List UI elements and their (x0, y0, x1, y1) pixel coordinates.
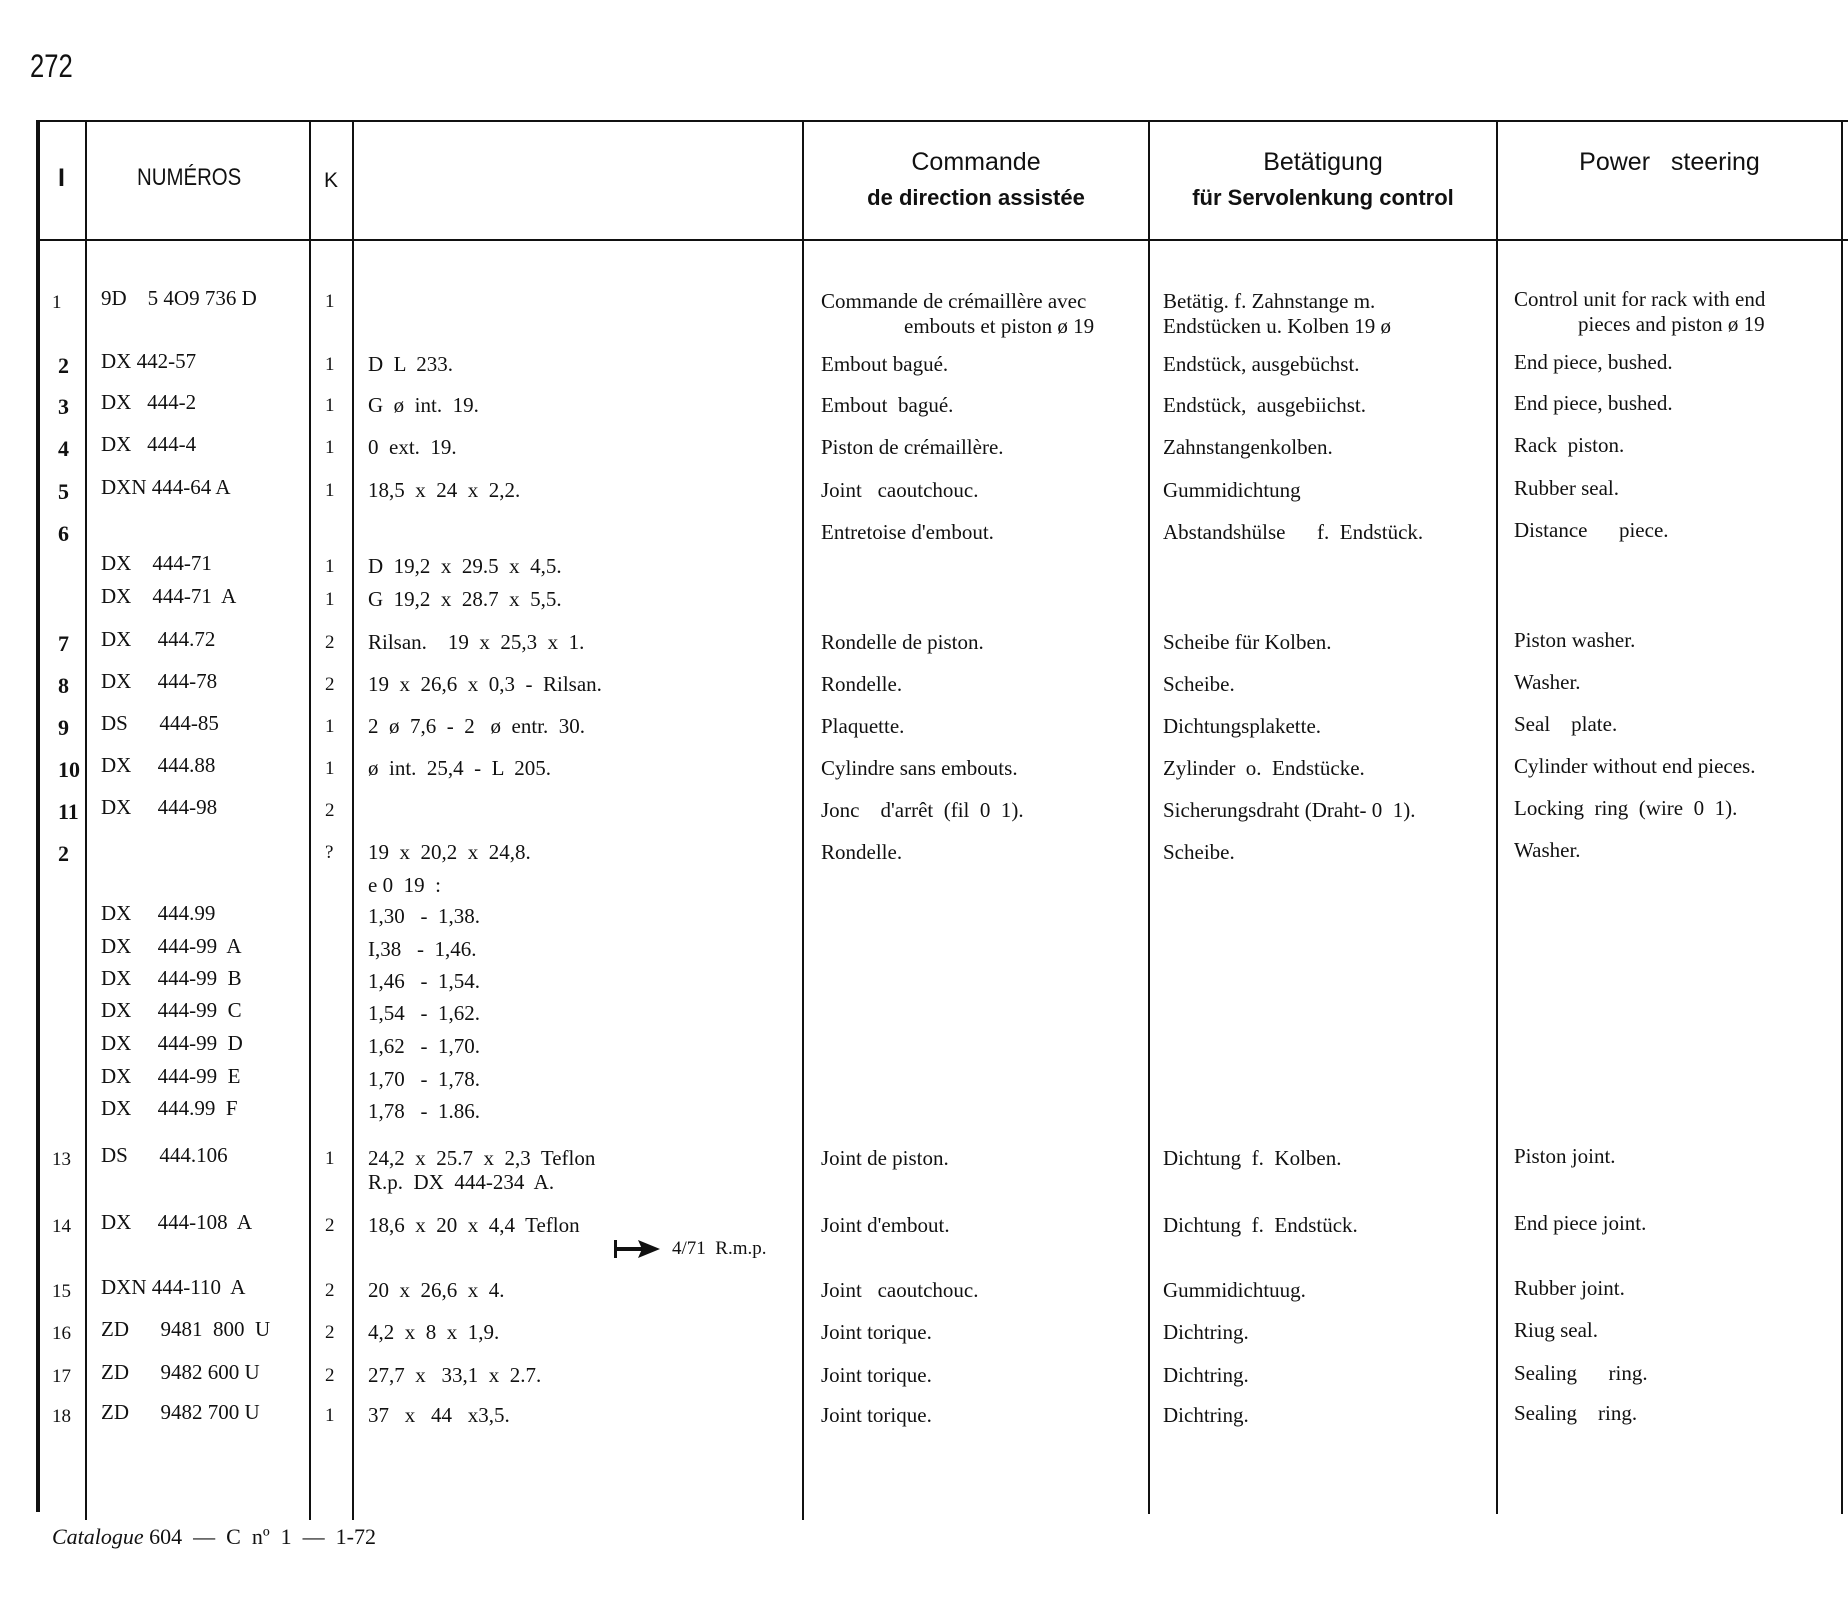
row-description-en: Rubber seal. (1514, 476, 1619, 500)
row-dimensions: 1,62 - 1,70. (368, 1034, 480, 1058)
row-part-number: DX 444-99 C (101, 998, 242, 1022)
row-part-number: 9D 5 4O9 736 D (101, 286, 257, 310)
row-dimensions: G 19,2 x 28.7 x 5,5. (368, 587, 562, 611)
row-description-fr: Embout bagué. (821, 352, 949, 376)
header-col-numeros: NUMÉROS (137, 164, 242, 191)
row-description-en: Riug seal. (1514, 1318, 1598, 1342)
row-dimensions: 1,54 - 1,62. (368, 1001, 480, 1025)
row-dimensions: 18,6 x 20 x 4,4 Teflon (368, 1213, 580, 1237)
row-description-en: End piece, bushed. (1514, 391, 1673, 415)
row-description-fr: Joint torique. (821, 1363, 932, 1387)
row-part-number: DX 444.72 (101, 627, 216, 651)
row-description-fr: Jonc d'arrêt (fil 0 1). (821, 798, 1024, 822)
row-description-de-line2: Endstücken u. Kolben 19 ø (1163, 314, 1392, 338)
row-item-index: 6 (58, 521, 69, 546)
row-part-number: DX 444-71 A (101, 584, 237, 608)
row-quantity: 1 (325, 716, 335, 737)
row-item-index: 2 (58, 841, 69, 866)
row-part-number: ZD 9482 600 U (101, 1360, 260, 1384)
page-number: 272 (30, 48, 73, 84)
row-dimensions: 1,78 - 1.86. (368, 1099, 480, 1123)
row-description-de: Dichtungsplakette. (1163, 714, 1322, 738)
row-description-de: Zahnstangenkolben. (1163, 435, 1333, 459)
footer-catalogue-label: Catalogue (52, 1524, 144, 1549)
row-dimensions: 2 ø 7,6 - 2 ø entr. 30. (368, 714, 585, 738)
row-description-de: Dichtring. (1163, 1320, 1249, 1344)
row-dimensions: ø int. 25,4 - L 205. (368, 756, 551, 780)
row-quantity: 1 (325, 354, 335, 375)
row-description-en: End piece joint. (1514, 1211, 1647, 1235)
row-description-en: Rack piston. (1514, 433, 1625, 457)
row-dimensions: 19 x 20,2 x 24,8. (368, 840, 531, 864)
row-part-number: DX 444-2 (101, 390, 197, 414)
header-col-i: I (58, 164, 65, 192)
arrow-right-icon (614, 1238, 660, 1265)
row-description-en: Piston washer. (1514, 628, 1636, 652)
row-dimensions: 1,30 - 1,38. (368, 904, 480, 928)
col-divider-7 (1841, 122, 1843, 1514)
row-description-fr: Joint torique. (821, 1320, 932, 1344)
row-description-fr-line2: embouts et piston ø 19 (904, 314, 1095, 338)
row-description-de: Betätig. f. Zahnstange m. (1163, 289, 1376, 313)
row-description-fr: Joint caoutchouc. (821, 478, 979, 502)
row-description-en: Distance piece. (1514, 518, 1669, 542)
row-description-de: Dichtung f. Endstück. (1163, 1213, 1358, 1237)
row-part-number: DX 444-4 (101, 432, 197, 456)
row-description-fr: Piston de crémaillère. (821, 435, 1004, 459)
row-description-de: Gummidichtung (1163, 478, 1301, 502)
row-dimensions: I,38 - 1,46. (368, 937, 477, 961)
row-part-number: DX 444-99 D (101, 1031, 243, 1055)
row-part-number: DX 444-99 B (101, 966, 242, 990)
row-description-fr: Commande de crémaillère avec (821, 289, 1087, 313)
row-item-index: 1 (52, 292, 62, 313)
row-description-fr: Cylindre sans embouts. (821, 756, 1018, 780)
row-item-index: 9 (58, 715, 69, 740)
header-de-line1: Betätigung (1263, 148, 1383, 176)
row-dimensions: D L 233. (368, 352, 453, 376)
row-description-fr: Embout bagué. (821, 393, 954, 417)
row-description-de: Endstück, ausgebüchst. (1163, 352, 1360, 376)
row-dimensions: 20 x 26,6 x 4. (368, 1278, 505, 1302)
row-description-de: Scheibe. (1163, 840, 1235, 864)
row-dimensions: 27,7 x 33,1 x 2.7. (368, 1363, 542, 1387)
row-item-index: 3 (58, 394, 69, 419)
row-description-de: Sicherungsdraht (Draht- 0 1). (1163, 798, 1416, 822)
row-quantity: 1 (325, 1405, 335, 1426)
row-description-en: Sealing ring. (1514, 1361, 1648, 1385)
row-description-de: Dichtring. (1163, 1363, 1249, 1387)
row-description-de: Scheibe. (1163, 672, 1235, 696)
row-quantity: 2 (325, 1215, 335, 1236)
row-description-en: End piece, bushed. (1514, 350, 1673, 374)
row-description-en: Piston joint. (1514, 1144, 1616, 1168)
row-quantity: 1 (325, 291, 335, 312)
row-description-de: Endstück, ausgebiichst. (1163, 393, 1366, 417)
row-quantity: 1 (325, 437, 335, 458)
row-part-number: DX 444-98 (101, 795, 218, 819)
row-description-fr: Rondelle. (821, 840, 903, 864)
row-item-index: 2 (58, 353, 69, 378)
header-de-line2: für Servolenkung control (1192, 185, 1454, 210)
row-description-de: Dichtung f. Kolben. (1163, 1146, 1342, 1170)
row-part-number: DX 444-78 (101, 669, 218, 693)
row-item-index: 14 (52, 1216, 71, 1237)
col-divider-4 (802, 122, 804, 1520)
row-quantity: ? (325, 842, 334, 863)
row-dimensions: e 0 19 : (368, 873, 441, 897)
row-item-index: 5 (58, 479, 69, 504)
row-description-en: Washer. (1514, 670, 1581, 694)
row-dimensions: 1,70 - 1,78. (368, 1067, 480, 1091)
row-part-number: DXN 444-64 A (101, 475, 231, 499)
row-item-index: 10 (58, 757, 80, 782)
row-description-de: Abstandshülse f. Endstück. (1163, 520, 1424, 544)
table-left-rule (36, 120, 40, 1512)
row-description-en: Cylinder without end pieces. (1514, 754, 1756, 778)
row-description-fr: Joint de piston. (821, 1146, 949, 1170)
row-part-number: ZD 9481 800 U (101, 1317, 271, 1341)
col-divider-5 (1148, 122, 1150, 1514)
row-description-de: Dichtring. (1163, 1403, 1249, 1427)
row-quantity: 1 (325, 589, 335, 610)
row-quantity: 1 (325, 758, 335, 779)
row-item-index: 17 (52, 1366, 71, 1387)
footer-catalogue-ref: 604 — C nº 1 — 1-72 (143, 1524, 376, 1549)
header-bottom-rule (36, 239, 1848, 241)
row-part-number: DX 444.99 F (101, 1096, 238, 1120)
row-quantity: 1 (325, 556, 335, 577)
col-divider-2 (309, 122, 311, 1520)
row-description-fr: Entretoise d'embout. (821, 520, 994, 544)
row-dimensions: 0 ext. 19. (368, 435, 457, 459)
row-description-fr: Joint torique. (821, 1403, 932, 1427)
row-quantity: 2 (325, 800, 335, 821)
header-fr-line2: de direction assistée (867, 185, 1085, 210)
row-dimensions: 18,5 x 24 x 2,2. (368, 478, 521, 502)
row-dimensions: G ø int. 19. (368, 393, 479, 417)
row-quantity: 2 (325, 1280, 335, 1301)
row-quantity: 1 (325, 395, 335, 416)
header-en-line1: Power steering (1579, 148, 1760, 176)
row-item-index: 18 (52, 1406, 71, 1427)
row-part-number: DS 444.106 (101, 1143, 228, 1167)
row-dimensions-note: 4/71 R.m.p. (672, 1238, 767, 1259)
col-divider-6 (1496, 122, 1498, 1514)
row-quantity: 2 (325, 632, 335, 653)
row-dimensions: D 19,2 x 29.5 x 4,5. (368, 554, 562, 578)
row-description-fr: Plaquette. (821, 714, 905, 738)
row-dimensions: 1,46 - 1,54. (368, 969, 480, 993)
row-dimensions-line2: R.p. DX 444-234 A. (368, 1170, 555, 1194)
row-description-de: Scheibe für Kolben. (1163, 630, 1332, 654)
row-item-index: 13 (52, 1149, 71, 1170)
row-quantity: 2 (325, 674, 335, 695)
col-divider-1 (85, 122, 87, 1520)
row-part-number: ZD 9482 700 U (101, 1400, 260, 1424)
row-item-index: 11 (58, 799, 79, 824)
row-dimensions: 4,2 x 8 x 1,9. (368, 1320, 500, 1344)
row-description-de: Gummidichtuug. (1163, 1278, 1306, 1302)
row-item-index: 4 (58, 436, 69, 461)
row-description-en: Washer. (1514, 838, 1581, 862)
row-description-en: Control unit for rack with end (1514, 287, 1766, 311)
row-quantity: 2 (325, 1365, 335, 1386)
row-description-en: Rubber joint. (1514, 1276, 1625, 1300)
row-part-number: DXN 444-110 A (101, 1275, 246, 1299)
row-part-number: DX 444-108 A (101, 1210, 253, 1234)
header-fr-line1: Commande (911, 148, 1041, 176)
row-dimensions: 24,2 x 25.7 x 2,3 Teflon (368, 1146, 596, 1170)
row-item-index: 15 (52, 1281, 71, 1302)
table-top-rule (36, 120, 1848, 122)
catalogue-footer (52, 1524, 376, 1550)
row-description-fr: Rondelle de piston. (821, 630, 984, 654)
row-part-number: DX 444.99 (101, 901, 216, 925)
row-item-index: 16 (52, 1323, 71, 1344)
row-quantity: 2 (325, 1322, 335, 1343)
row-part-number: DX 444.88 (101, 753, 216, 777)
row-description-fr: Joint d'embout. (821, 1213, 950, 1237)
row-description-en-line2: pieces and piston ø 19 (1578, 312, 1765, 336)
row-description-de: Zylinder o. Endstücke. (1163, 756, 1365, 780)
col-divider-3 (352, 122, 354, 1520)
row-description-en: Sealing ring. (1514, 1401, 1638, 1425)
row-dimensions: 37 x 44 x3,5. (368, 1403, 510, 1427)
row-item-index: 8 (58, 673, 69, 698)
row-item-index: 7 (58, 631, 69, 656)
row-part-number: DS 444-85 (101, 711, 219, 735)
row-description-en: Locking ring (wire 0 1). (1514, 796, 1738, 820)
header-col-k: K (324, 169, 339, 192)
row-quantity: 1 (325, 1148, 335, 1169)
row-description-en: Seal plate. (1514, 712, 1618, 736)
row-part-number: DX 444-99 A (101, 934, 242, 958)
row-part-number: DX 442-57 (101, 349, 197, 373)
row-dimensions: 19 x 26,6 x 0,3 - Rilsan. (368, 672, 602, 696)
row-part-number: DX 444-71 (101, 551, 212, 575)
row-part-number: DX 444-99 E (101, 1064, 241, 1088)
row-description-fr: Joint caoutchouc. (821, 1278, 979, 1302)
row-dimensions: Rilsan. 19 x 25,3 x 1. (368, 630, 585, 654)
row-quantity: 1 (325, 480, 335, 501)
row-description-fr: Rondelle. (821, 672, 903, 696)
